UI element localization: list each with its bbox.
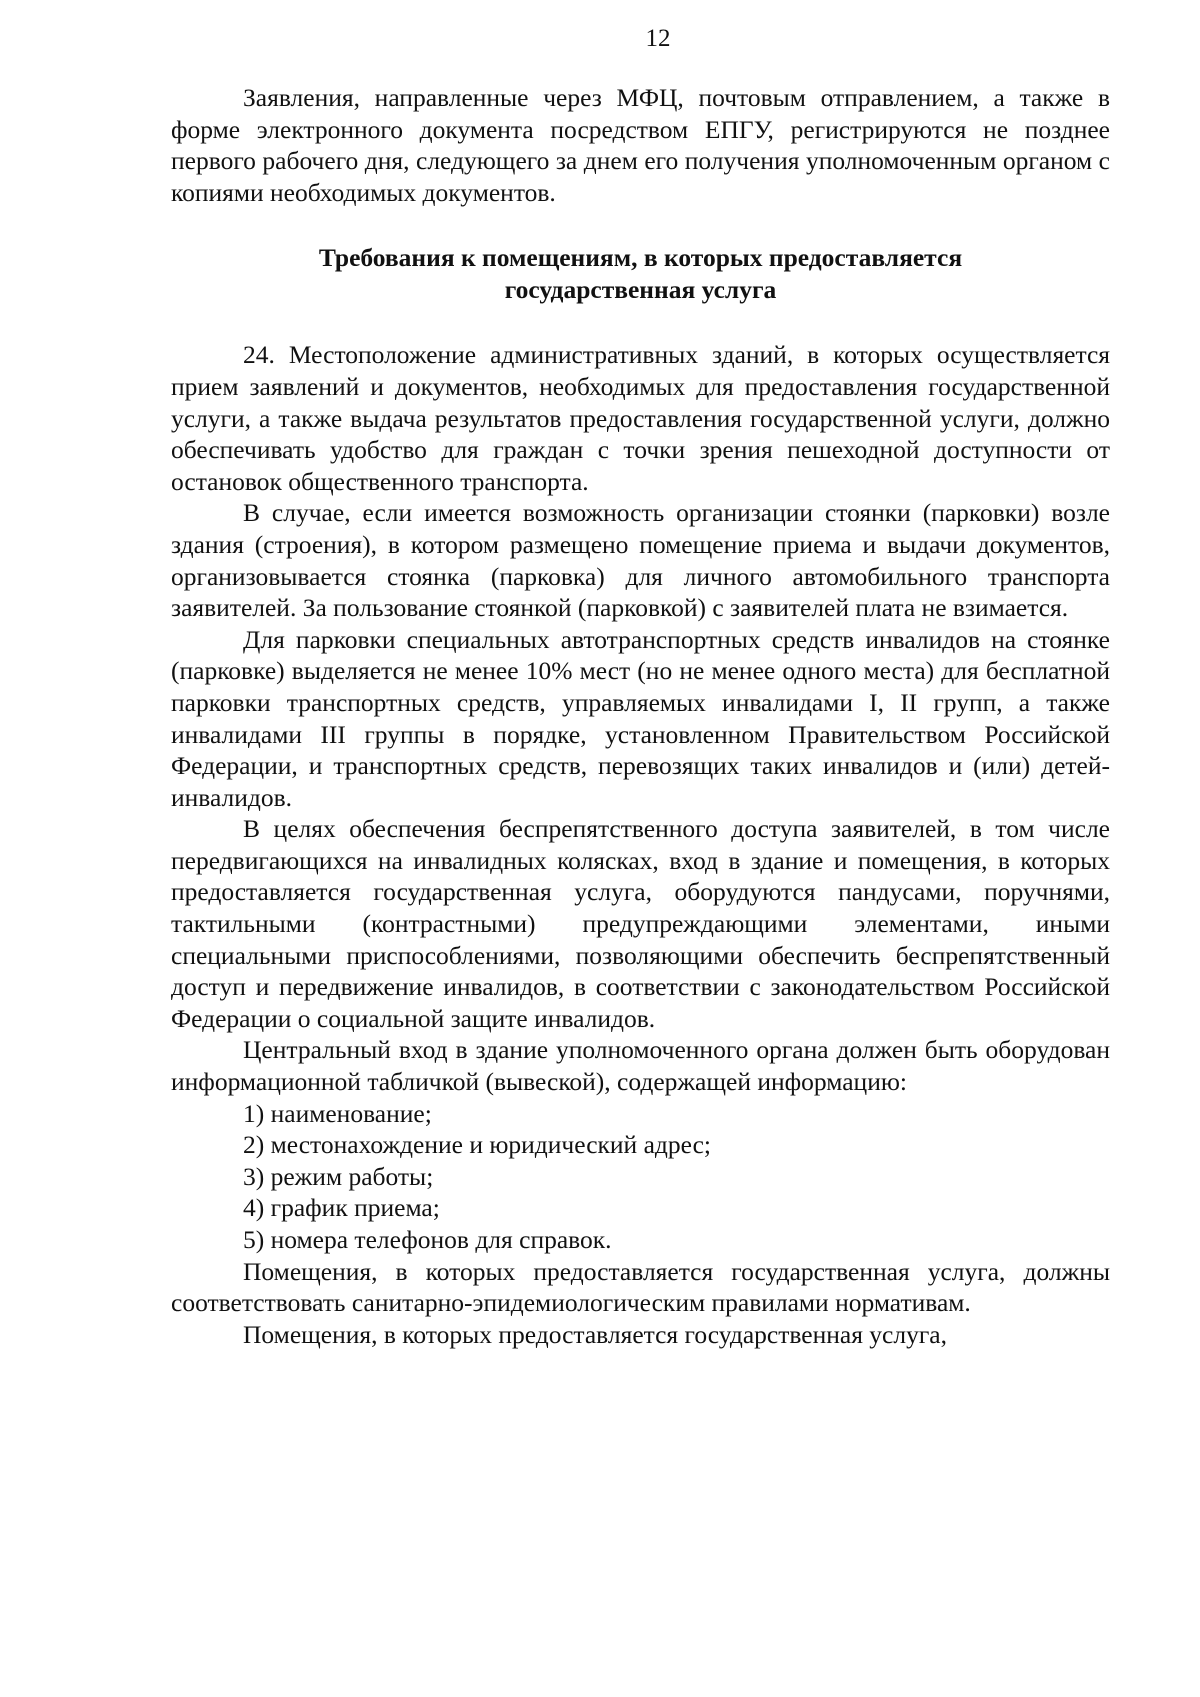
paragraph-premises-continued: Помещения, в которых предоставляется государственная услуга, <box>243 1319 947 1349</box>
paragraph-disabled-parking: Для парковки специальных автотранспортных средств инвалидов на стоянке (парковке) выделяется не менее 10% мест (но не менее одного места) для бесплатной парковки транспортных средств, управляемых инвалидами I, II групп, а также инвалидами III группы в порядке, установленном Правительством Российской Федерации, и транспортных средств, перевозящих таких инвалидов и (или) детей-инвалидов. <box>171 624 1110 812</box>
paragraph-parking: В случае, если имеется возможность организации стоянки (парковки) возле здания (строения), в котором размещено помещение приема и выдачи документов, организовывается стоянка (парковка) для личного автомобильного транспорта заявителей. За пользование стоянкой (парковкой) с заявителей плата не взимается. <box>171 498 1110 623</box>
paragraph-item-24-location: 24. Местоположение административных зданий, в которых осуществляется прием заявлений и документов, необходимых для предоставления государственной услуги, а также выдача результатов предоставления государственной услуги, должно обеспечивать удобство для граждан с точки зрения пешеходной доступности от остановок общественного транспорта. <box>171 340 1110 496</box>
section-heading <box>171 242 1110 306</box>
document-page <box>171 22 1110 1350</box>
list-item-phone-numbers: 5) номера телефонов для справок. <box>243 1225 612 1254</box>
list-item-work-hours: 3) режим работы; <box>243 1161 434 1191</box>
intro-paragraph: Заявления, направленные через МФЦ, почтовым отправлением, а также в форме электронного документа посредством ЕПГУ, регистрируются не позднее первого рабочего дня, следующего за днем его получения уполномоченным органом с копиями необходимых документов. <box>171 83 1110 207</box>
section-heading-line-1: Требования к помещениям, в которых предоставляется <box>318 243 963 273</box>
page-number: 12 <box>645 25 671 52</box>
list-item-name: 1) наименование; <box>243 1098 432 1128</box>
list-item-reception-schedule: 4) график приема; <box>243 1193 440 1223</box>
list-item-address: 2) местонахождение и юридический адрес; <box>243 1130 711 1160</box>
paragraph-sanitary-rules: Помещения, в которых предоставляется государственная услуга, должны соответствовать санитарно-эпидемиологическим правилами нормативам. <box>171 1256 1110 1318</box>
paragraph-entrance-sign: Центральный вход в здание уполномоченного органа должен быть оборудован информационной табличкой (вывеской), содержащей информацию: <box>171 1035 1110 1097</box>
section-heading-line-2: государственная услуга <box>504 275 777 305</box>
paragraph-accessibility: В целях обеспечения беспрепятственного доступа заявителей, в том числе передвигающихся на инвалидных колясках, вход в здание и помещения, в которых предоставляется государственная услуга, оборудуются пандусами, поручнями, тактильными (контрастными) предупреждающими элементами, иными специальными приспособлениями, позволяющими обеспечить беспрепятственный доступ и передвижение инвалидов, в соответствии с законодательством Российской Федерации о социальной защите инвалидов. <box>171 814 1110 1033</box>
